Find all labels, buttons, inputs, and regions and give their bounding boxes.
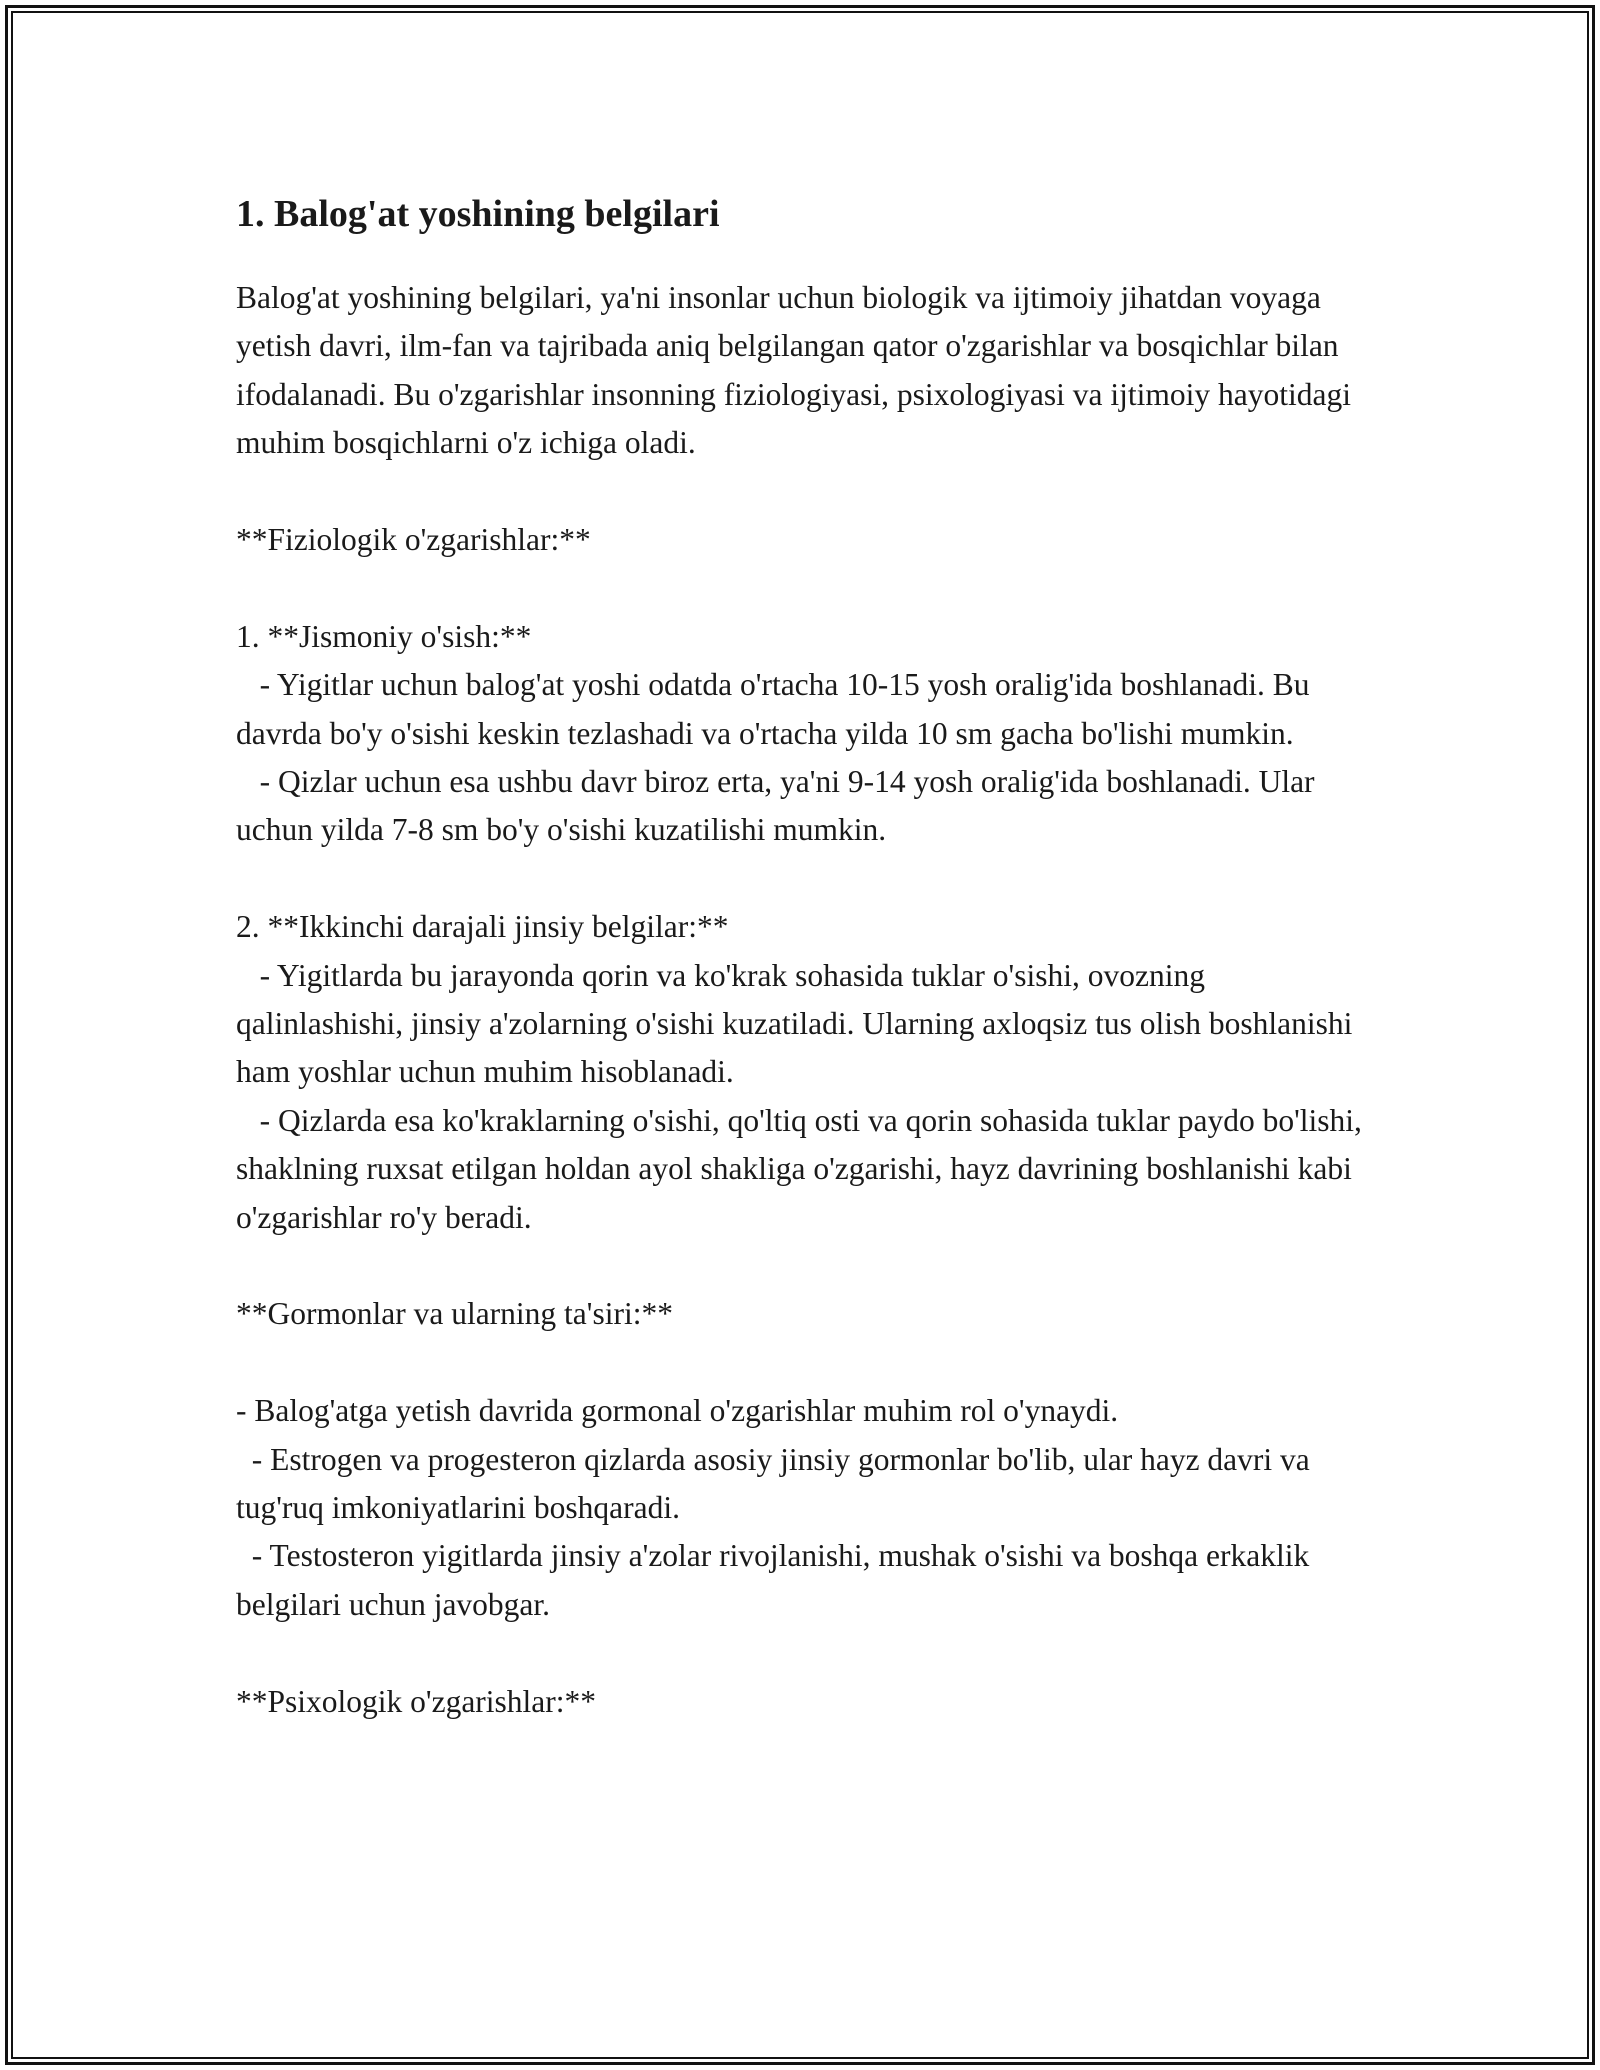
item2-boys-text: - Yigitlarda bu jarayonda qorin va ko'krak sohasida tuklar o'sishi, ovozning qalinlashishi, jinsiy a'zolarning o'sishi kuzatiladi. Ularning axloqsiz tus olish boshlanishi ham yoshlar uchun muhim hisoblanadi. bbox=[236, 957, 1353, 1090]
item2-boys-paragraph bbox=[236, 952, 1376, 1097]
hormones-estrogen-text: - Estrogen va progesteron qizlarda asosiy jinsiy gormonlar bo'lib, ular hayz davri va tug'ruq imkoniyatlarini boshqaradi. bbox=[236, 1441, 1310, 1526]
hormones-estrogen-paragraph bbox=[236, 1436, 1376, 1533]
hormones-intro: - Balog'atga yetish davrida gormonal o'zgarishlar muhim rol o'ynaydi. bbox=[236, 1393, 1119, 1429]
item1-boys-text: - Yigitlar uchun balog'at yoshi odatda o'rtacha 10-15 yosh oralig'ida boshlanadi. Bu davrda bo'y o'sishi keskin tezlashadi va o'rtacha yilda 10 sm gacha bo'lishi mumkin. bbox=[236, 667, 1310, 751]
hormones-testosterone-text: - Testosteron yigitlarda jinsiy a'zolar rivojlanishi, mushak o'sishi va boshqa erkaklik belgilari uchun javobgar. bbox=[236, 1538, 1310, 1622]
item1-boys-paragraph bbox=[236, 661, 1376, 758]
item2-girls-paragraph bbox=[236, 1097, 1376, 1242]
physiological-heading: **Fiziologik o'zgarishlar:** bbox=[236, 522, 591, 558]
document-body bbox=[236, 274, 1376, 1726]
item1-girls-paragraph bbox=[236, 758, 1376, 855]
intro-paragraph: Balog'at yoshining belgilari, ya'ni insonlar uchun biologik va ijtimoiy jihatdan voyaga yetish davri, ilm-fan va tajribada aniq belgilangan qator o'zgarishlar va bosqichlar bilan ifodalanadi. Bu o'zgarishlar insonning fiziologiyasi, psixologiyasi va ijtimoiy hayotidagi muhim bosqichlarni o'z ichiga oladi. bbox=[236, 280, 1352, 461]
document-page bbox=[236, 188, 1376, 1726]
psychological-heading: **Psixologik o'zgarishlar:** bbox=[236, 1683, 597, 1719]
document-title: 1. Balog'at yoshining belgilari bbox=[236, 193, 720, 235]
hormones-testosterone-paragraph bbox=[236, 1532, 1376, 1629]
item2-girls-text: - Qizlarda esa ko'kraklarning o'sishi, qo'ltiq osti va qorin sohasida tuklar paydo bo'lishi, shaklning ruxsat etilgan holdan ayol shakliga o'zgarishi, hayz davrining boshlanishi kabi o'zgarishlar ro'y beradi. bbox=[236, 1102, 1362, 1235]
hormones-heading: **Gormonlar va ularning ta'siri:** bbox=[236, 1296, 673, 1332]
item2-heading: 2. **Ikkinchi darajali jinsiy belgilar:** bbox=[236, 909, 729, 945]
item1-heading: 1. **Jismoniy o'sish:** bbox=[236, 618, 532, 654]
item1-girls-text: - Qizlar uchun esa ushbu davr biroz erta, ya'ni 9-14 yosh oralig'ida boshlanadi. Ular uchun yilda 7-8 sm bo'y o'sishi kuzatilishi mumkin. bbox=[236, 764, 1315, 848]
